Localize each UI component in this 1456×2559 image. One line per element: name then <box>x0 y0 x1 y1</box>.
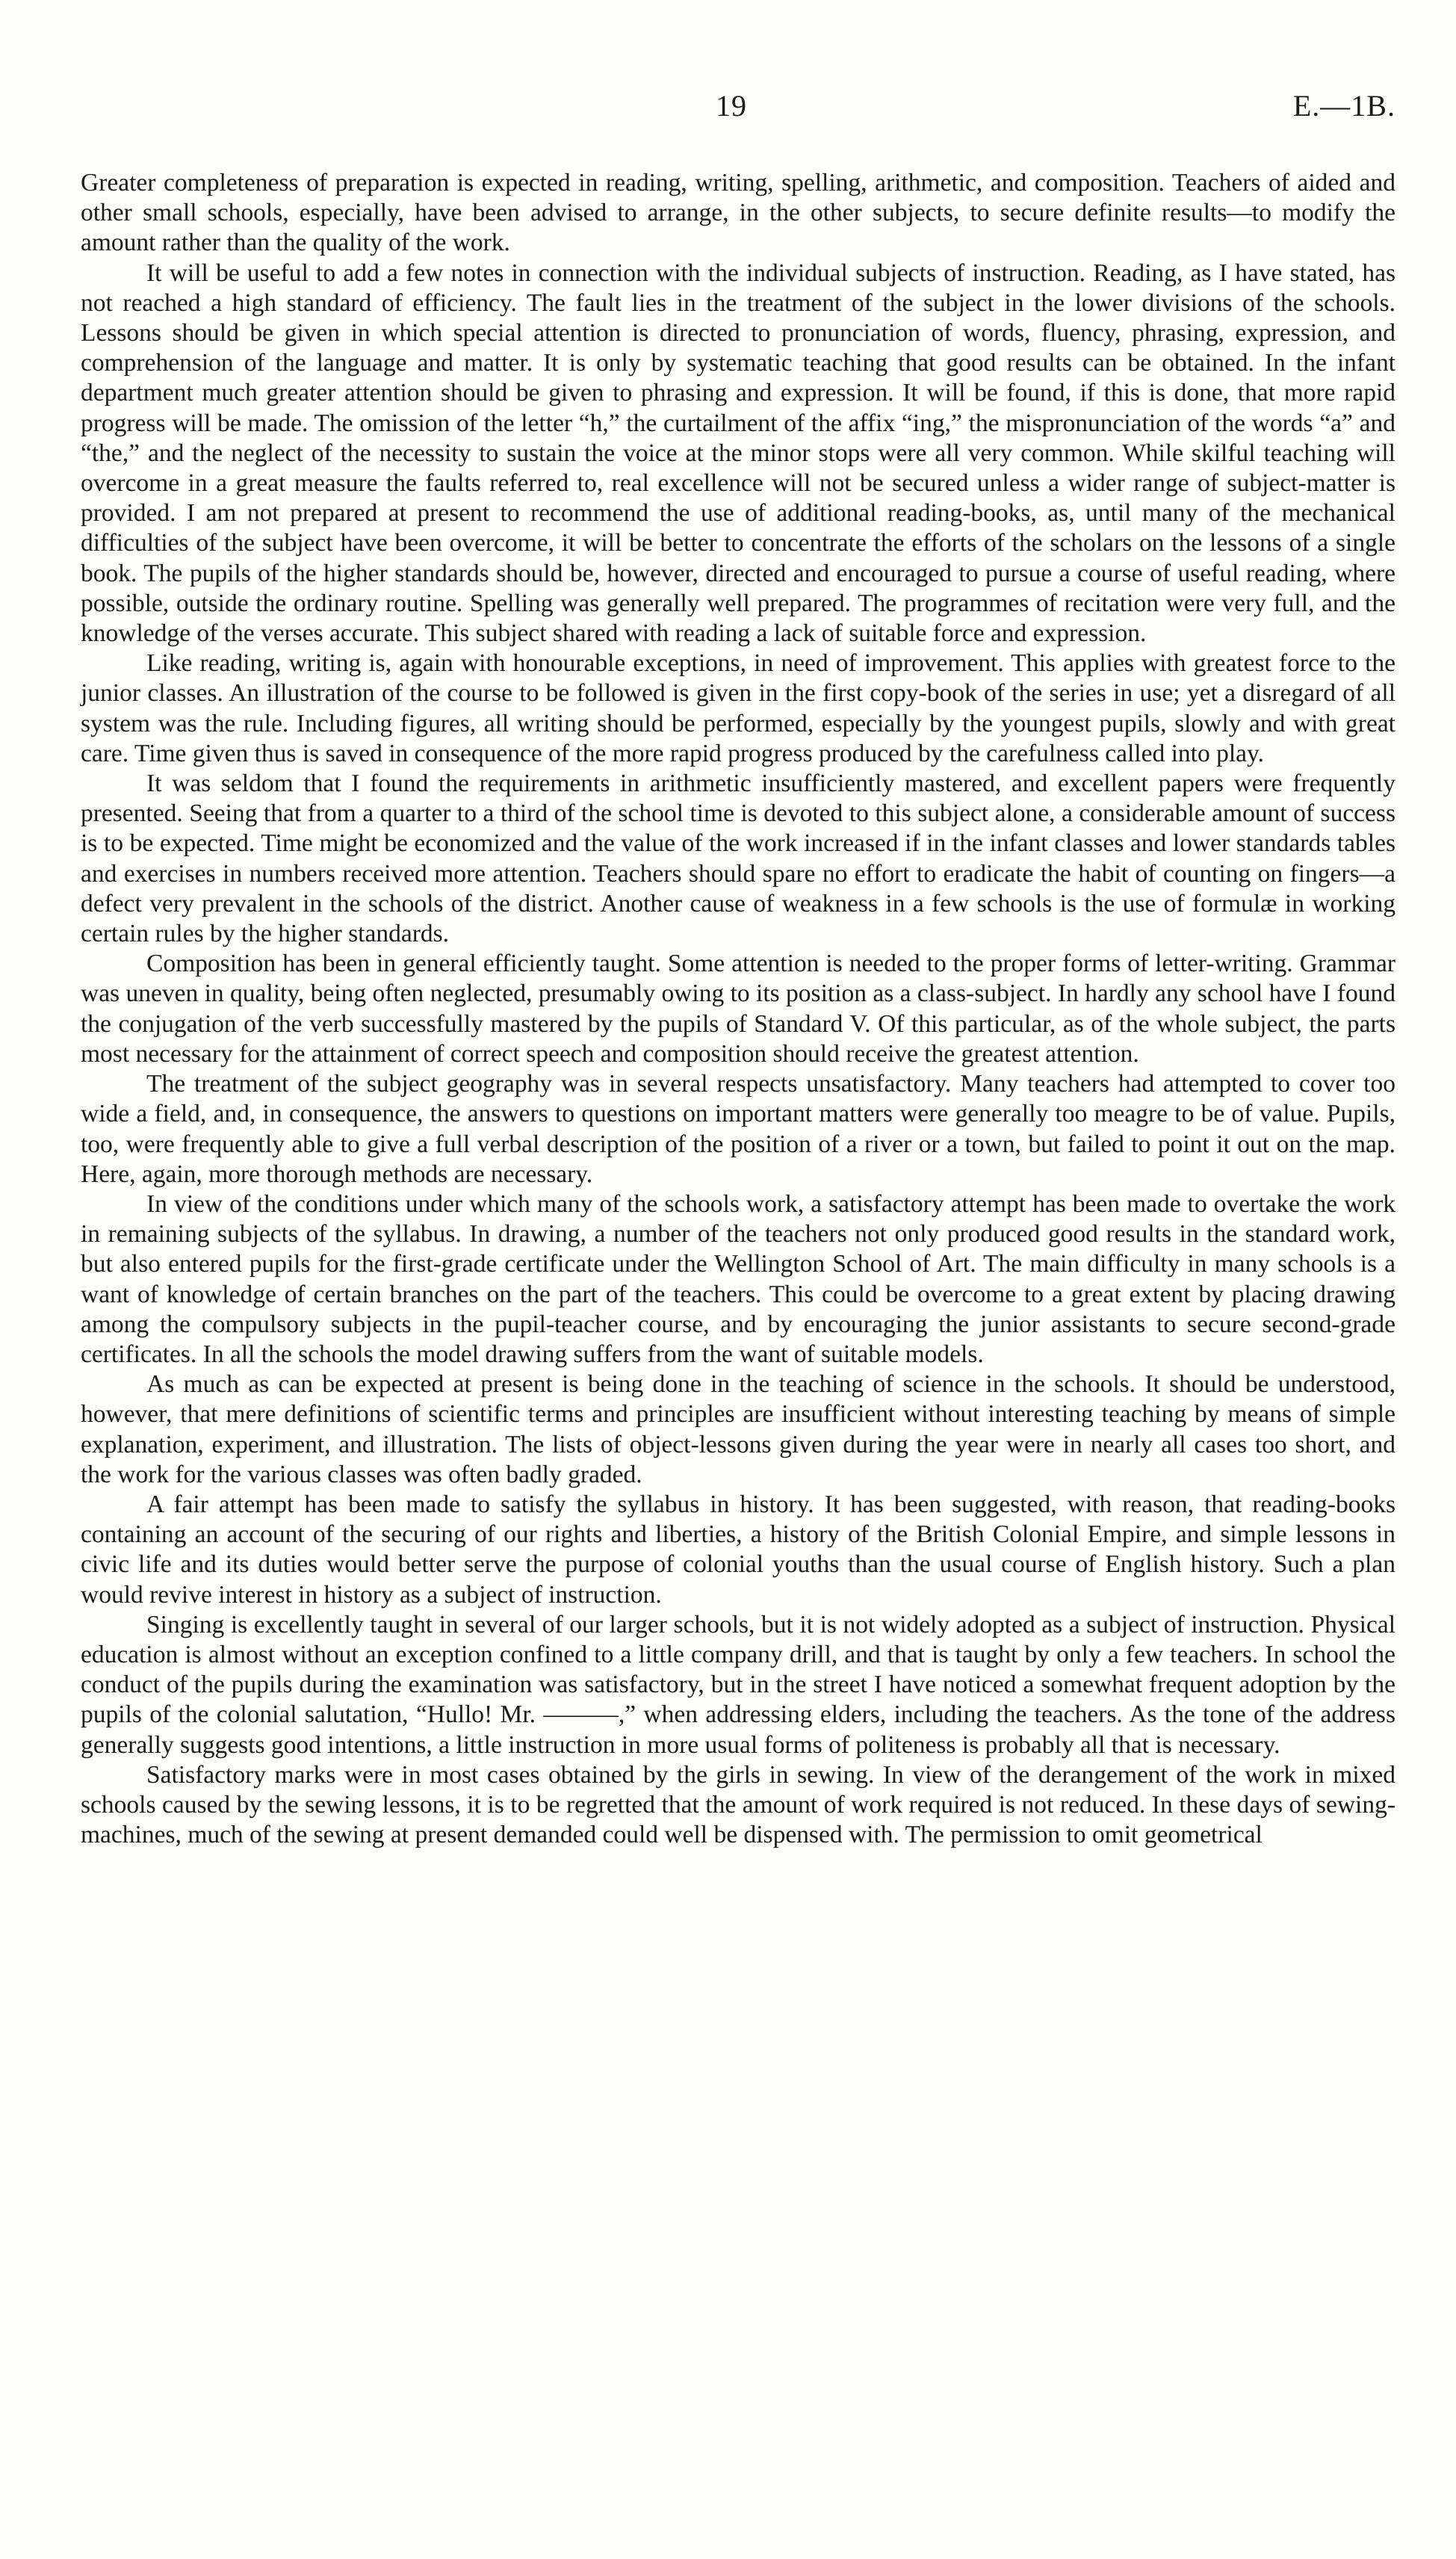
page-number: 19 <box>716 89 747 123</box>
paragraph-science: As much as can be expected at present is being done in the teaching of science in the schools. It should be understood, however, that mere definitions of scientific terms and principles are insufficient without interesting teaching by means of simple explanation, experiment, and illustration. The lists of object-lessons given during the year were in nearly all cases too short, and the work for the various classes was often badly graded. <box>81 1370 1395 1488</box>
paragraph-writing: Like reading, writing is, again with honourable exceptions, in need of improvement. This applies with greatest force to the junior classes. An illustration of the course to be followed is given in the first copy-book of the series in use; yet a disregard of all system was the rule. Including figures, all writing should be performed, especially by the youngest pupils, slowly and with great care. Time given thus is saved in consequence of the more rapid progress produced by the carefulness called into play. <box>81 649 1395 767</box>
document-reference: E.—1B. <box>1292 89 1395 123</box>
paragraph-geography: The treatment of the subject geography was in several respects unsatisfactory. Many teachers had attempted to cover too wide a field, and, in consequence, the answers to questions on important matters were generally too meagre to be of value. Pupils, too, were frequently able to give a full verbal description of the position of a river or a town, but failed to point it out on the map. Here, again, more thorough methods are necessary. <box>81 1070 1395 1188</box>
report-body <box>81 168 1395 1850</box>
paragraph-reading: It will be useful to add a few notes in connection with the individual subjects of instruction. Reading, as I have stated, has not reached a high standard of efficiency. The fault lies in the treatment of the subject in the lower divisions of the schools. Lessons should be given in which special attention is directed to pronunciation of words, fluency, phrasing, expression, and comprehension of the language and matter. It is only by systematic teaching that good results can be obtained. In the infant department much greater attention should be given to phrasing and expression. It will be found, if this is done, that more rapid progress will be made. The omission of the letter “h,” the curtailment of the affix “ing,” the mispronunciation of the words “a” and “the,” and the neglect of the necessity to sustain the voice at the minor stops were all very common. While skilful teaching will overcome in a great measure the faults referred to, real excellence will not be secured unless a wider range of subject-matter is provided. I am not prepared at present to recommend the use of additional reading-books, as, until many of the mechanical difficulties of the subject have been overcome, it will be better to concentrate the efforts of the scholars on the lessons of a single book. The pupils of the higher standards should be, however, directed and encouraged to pursue a course of useful reading, where possible, outside the ordinary routine. Spelling was generally well prepared. The programmes of recitation were very full, and the knowledge of the verses accurate. This subject shared with reading a lack of suitable force and expression. <box>81 259 1395 648</box>
paragraph-drawing: In view of the conditions under which many of the schools work, a satisfactory attempt has been made to overtake the work in remaining subjects of the syllabus. In drawing, a number of the teachers not only produced good results in the standard work, but also entered pupils for the first-grade certificate under the Wellington School of Art. The main difficulty in many schools is a want of knowledge of certain branches on the part of the teachers. This could be overcome to a great extent by placing drawing among the compulsory subjects in the pupil-teacher course, and by encouraging the junior assistants to secure second-grade certificates. In all the schools the model drawing suffers from the want of suitable models. <box>81 1189 1395 1368</box>
paragraph-singing: Singing is excellently taught in several of our larger schools, but it is not widely adopted as a subject of instruction. Physical education is almost without an exception confined to a little company drill, and that is taught by only a few teachers. In school the conduct of the pupils during the examination was satisfactory, but in the street I have noticed a somewhat frequent adoption by the pupils of the colonial salutation, “Hullo! Mr. ———,” when addressing elders, including the teachers. As the tone of the address generally suggests good intentions, a little instruction in more usual forms of politeness is probably all that is necessary. <box>81 1610 1395 1759</box>
paragraph-arithmetic: It was seldom that I found the requirements in arithmetic insufficiently mastered, and excellent papers were frequently presented. Seeing that from a quarter to a third of the school time is devoted to this subject alone, a considerable amount of success is to be expected. Time might be economized and the value of the work increased if in the infant classes and lower standards tables and exercises in numbers received more attention. Teachers should spare no effort to eradicate the habit of counting on fingers—a defect very prevalent in the schools of the district. Another cause of weakness in a few schools is the use of formulæ in working certain rules by the higher standards. <box>81 770 1395 948</box>
paragraph-sewing: Satisfactory marks were in most cases obtained by the girls in sewing. In view of the derangement of the work in mixed schools caused by the sewing lessons, it is to be regretted that the amount of work required is not reduced. In these days of sewing-machines, much of the sewing at present demanded could well be dispensed with. The permission to omit geometrical <box>81 1760 1395 1849</box>
paragraph-composition: Composition has been in general efficiently taught. Some attention is needed to the proper forms of letter-writing. Grammar was uneven in quality, being often neglected, presumably owing to its position as a class-subject. In hardly any school have I found the conjugation of the verb successfully mastered by the pupils of Standard V. Of this particular, as of the whole subject, the parts most necessary for the attainment of correct speech and composition should receive the greatest attention. <box>81 950 1395 1068</box>
paragraph-history: A fair attempt has been made to satisfy the syllabus in history. It has been suggested, with reason, that reading-books containing an account of the securing of our rights and liberties, a history of the British Colonial Empire, and simple lessons in civic life and its duties would better serve the purpose of colonial youths than the usual course of English history. Such a plan would revive interest in history as a subject of instruction. <box>81 1490 1395 1609</box>
page-header <box>81 88 1395 133</box>
paragraph-preparation: Greater completeness of preparation is expected in reading, writing, spelling, arithmetic, and composition. Teachers of aided and other small schools, especially, have been advised to arrange, in the other subjects, to secure definite results—to modify the amount rather than the quality of the work. <box>81 169 1395 257</box>
